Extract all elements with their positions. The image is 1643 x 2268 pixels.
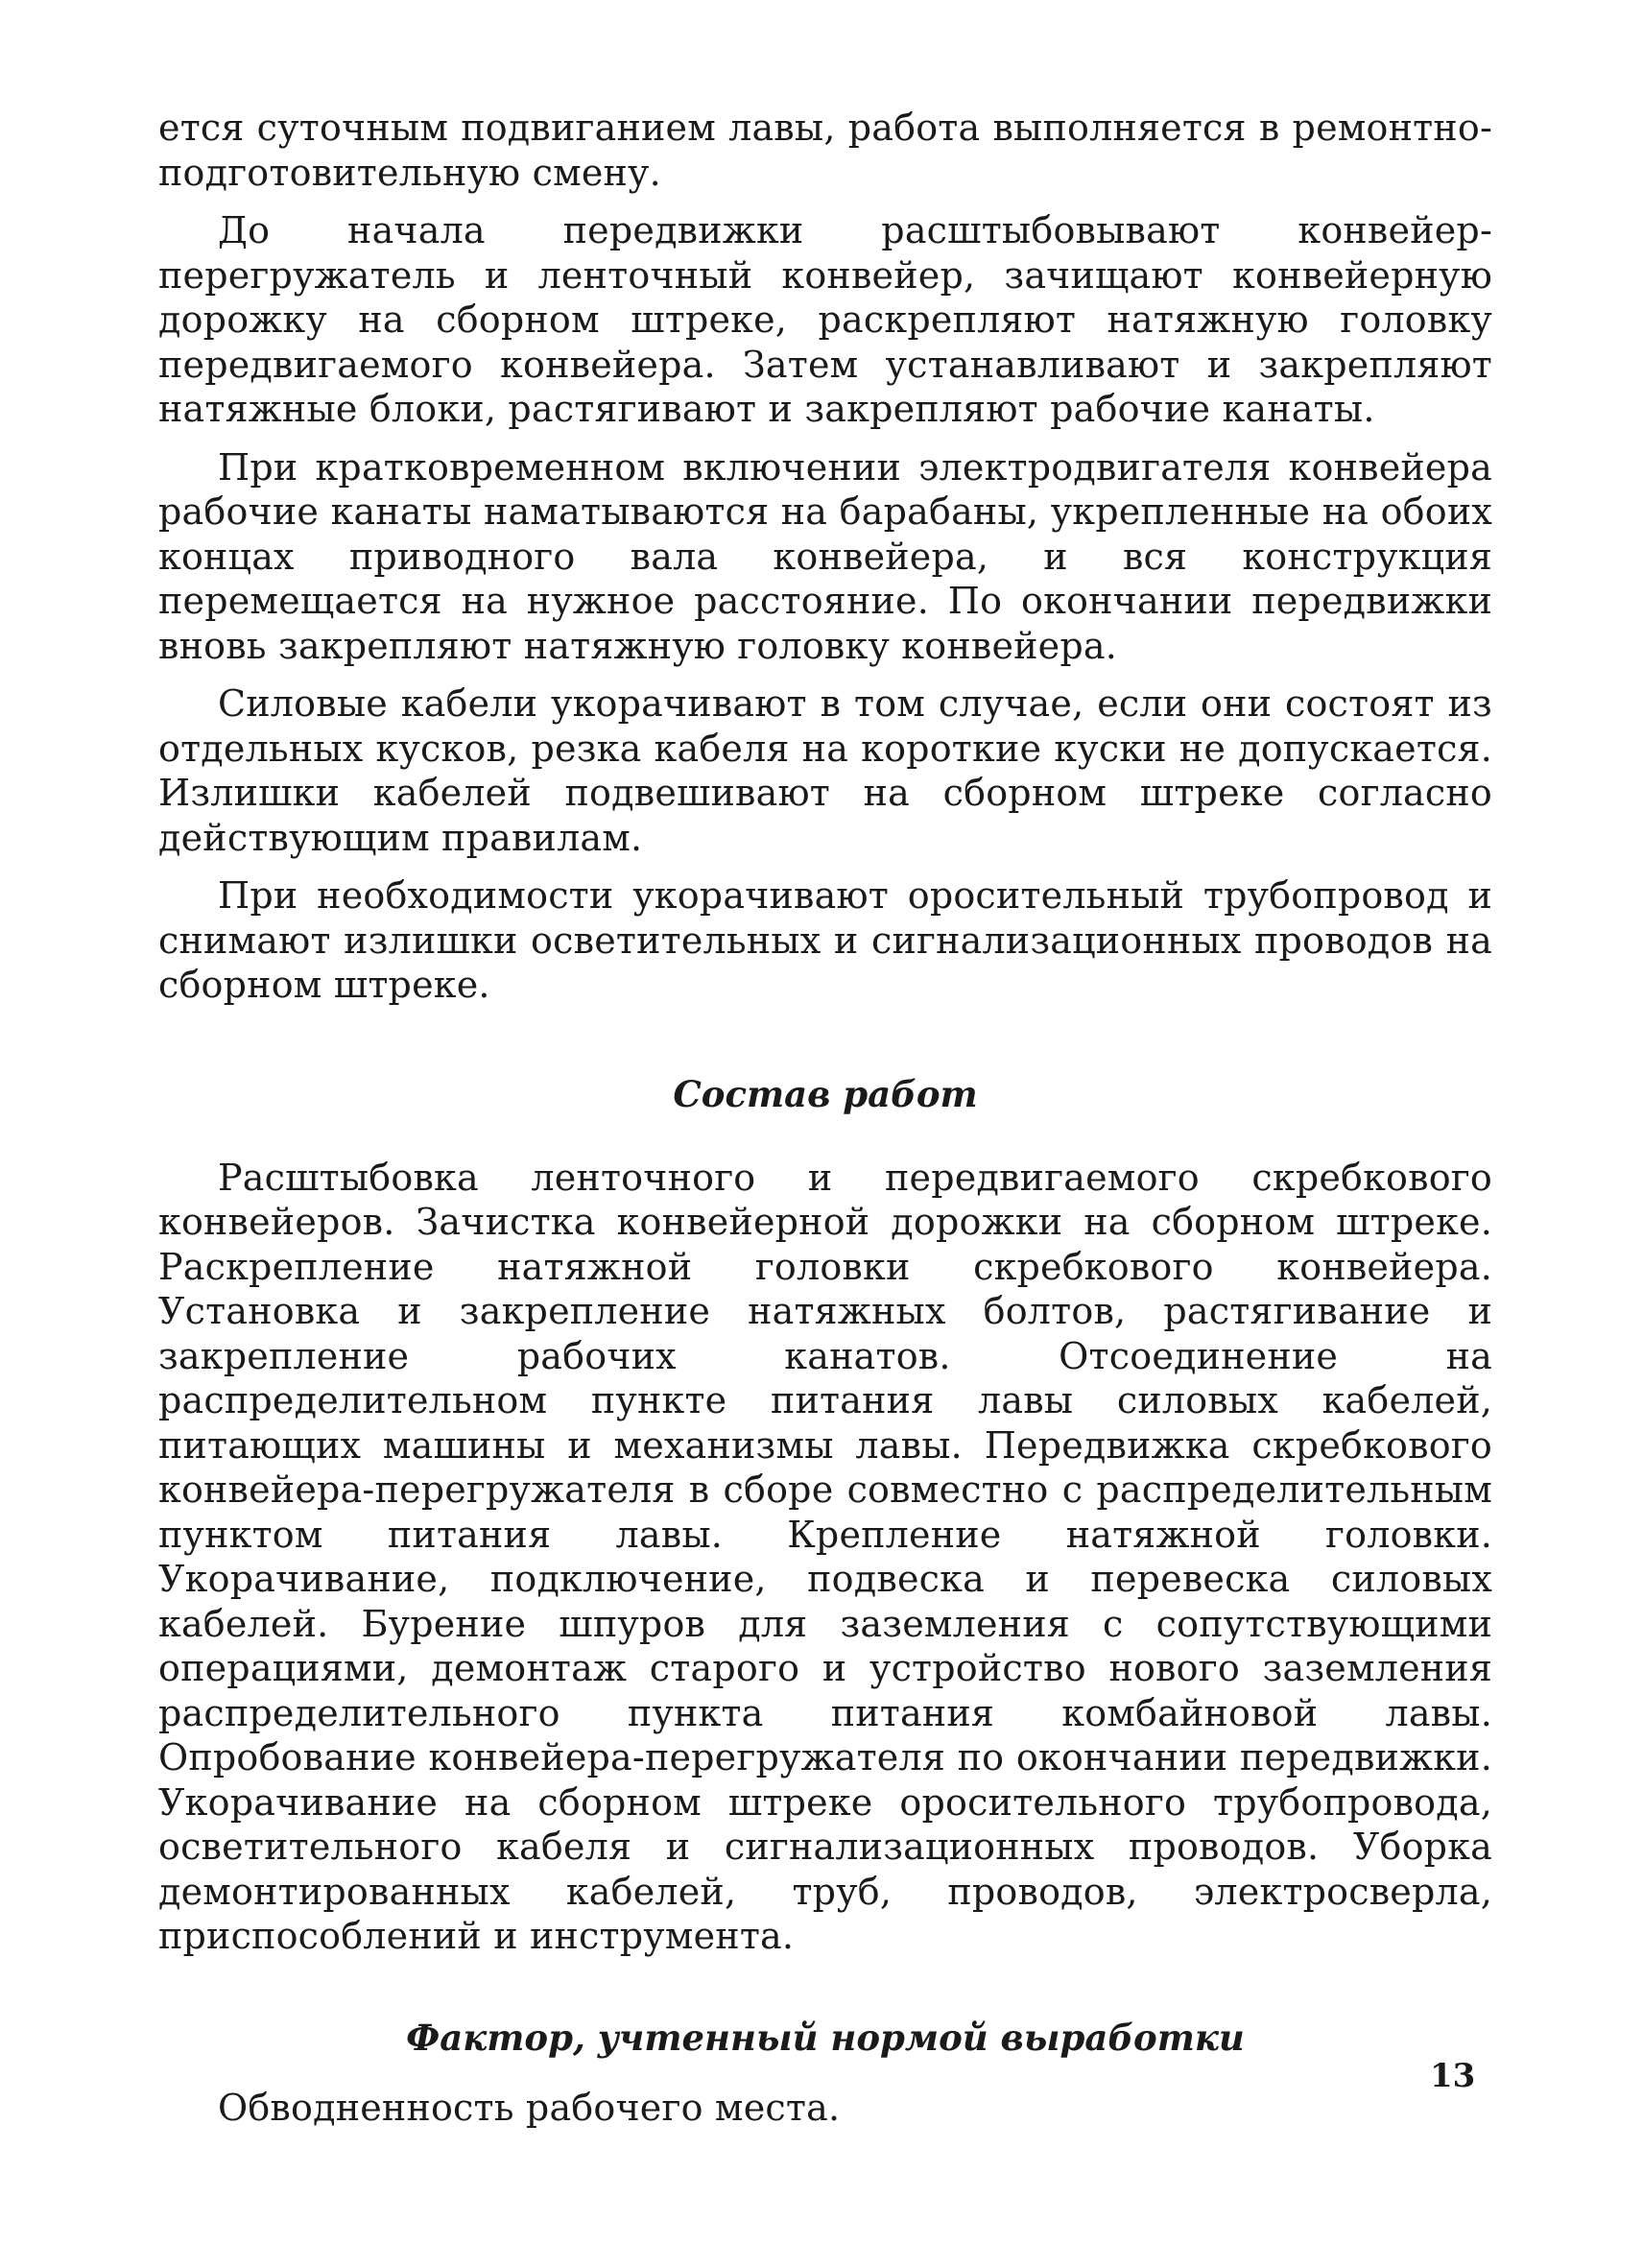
page-number: 13	[1430, 2057, 1476, 2095]
page-body	[158, 106, 1492, 2130]
paragraph-preparation: До начала передвижки расштыбовывают конвейер-перегружатель и ленточный конвейер, зачищают конвейерную дорожку на сборном штреке, раскрепляют натяжную головку передвигаемого конвейера. Затем устанавливают и закрепляют натяжные блоки, растягивают и закрепляют рабочие канаты.	[158, 209, 1492, 430]
paragraph-pipeline: При необходимости укорачивают оросительный трубопровод и снимают излишки осветительных и сигнализационных проводов на сборном штреке.	[158, 874, 1492, 1006]
paragraph-motor-start: При кратковременном включении электродвигателя конвейера рабочие канаты наматываются на барабаны, укрепленные на обоих концах приводного вала конвейера, и вся конструкция перемещается на нужное расстояние. По окончании передвижки вновь закрепляют натяжную головку конвейера.	[158, 445, 1492, 667]
paragraph-norm-factor: Обводненность рабочего места.	[218, 2086, 841, 2129]
paragraph-power-cables: Силовые кабели укорачивают в том случае, если они состоят из отдельных кусков, резка кабеля на короткие куски не допускается. Излишки кабелей подвешивают на сборном штреке согласно действующим правилам.	[158, 682, 1492, 859]
paragraph-continuation: ется суточным подвиганием лавы, работа выполняется в ремонтно-подготовительную смену.	[158, 107, 1492, 194]
section-heading-norm-factor: Фактор, учтенный нормой выработки	[406, 2016, 1245, 2059]
paragraph-work-composition: Расштыбовка ленточного и передвигаемого скребкового конвейеров. Зачистка конвейерной дорожки на сборном штреке. Раскрепление натяжной головки скребкового конвейера. Установка и закрепление натяжных болтов, растягивание и закрепление рабочих канатов. Отсоединение на распределительном пункте питания лавы силовых кабелей, питающих машины и механизмы лавы. Передвижка скребкового конвейера-перегружателя в сборе совместно с распределительным пунктом питания лавы. Крепление натяжной головки. Укорачивание, подключение, подвеска и перевеска силовых кабелей. Бурение шпуров для заземления с сопутствующими операциями, демонтаж старого и устройство нового заземления распределительного пункта питания комбайновой лавы. Опробование конвейера-перегружателя по окончании передвижки. Укорачивание на сборном штреке оросительного трубопровода, осветительного кабеля и сигнализационных проводов. Уборка демонтированных кабелей, труб, проводов, электросверла, приспособлений и инструмента.	[158, 1156, 1492, 1957]
section-heading-work-composition: Состав работ	[673, 1072, 978, 1115]
